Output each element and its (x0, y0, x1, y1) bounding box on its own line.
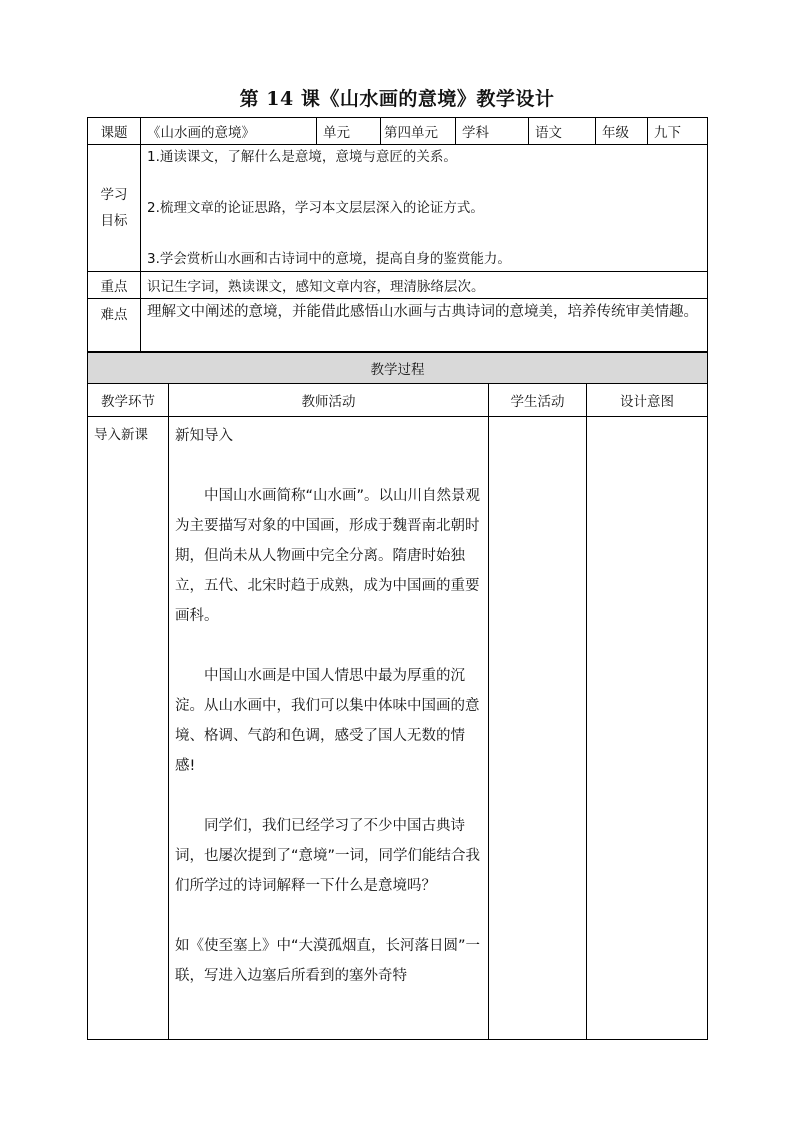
subject-label: 学科 (456, 118, 529, 145)
document-title: 第 14 课《山水画的意境》教学设计 (239, 88, 555, 110)
objectives-label (88, 145, 141, 272)
teacher-paragraph: 中国山水画简称“山水画”。以山川自然景观为主要描写对象的中国画，形成于魏晋南北朝时期，但尚未从人物画中完全分离。隋唐时始独立，五代、北宋时趋于成熟，成为中国画的重要画科。 (175, 488, 481, 624)
grade-value: 九下 (648, 118, 708, 145)
difficulty-row (88, 299, 708, 352)
subject-value: 语文 (529, 118, 596, 145)
col-header-intent: 设计意图 (587, 384, 708, 417)
process-header-row (88, 353, 708, 384)
key-point-text: 识记生字词，熟读课文，感知文章内容，理清脉络层次。 (141, 272, 708, 299)
course-value: 《山水画的意境》 (141, 118, 317, 145)
col-header-student: 学生活动 (489, 384, 587, 417)
objective-item: 3.学会赏析山水画和古诗词中的意境，提高自身的鉴赏能力。 (147, 250, 511, 267)
teaching-process-table (87, 352, 708, 1040)
objectives-label-line-1: 学习 (100, 187, 128, 203)
lesson-info-table (87, 117, 708, 352)
objectives-label-line-2: 目标 (100, 213, 128, 229)
teacher-paragraph: 同学们，我们已经学习了不少中国古典诗词，也屡次提到了“意境”一词，同学们能结合我们所学过的诗词解释一下什么是意境吗？ (175, 818, 481, 894)
stage-cell: 导入新课 (88, 417, 169, 1040)
teacher-activity-cell (169, 417, 489, 1040)
key-point-label: 重点 (88, 272, 141, 299)
objectives-list (141, 145, 708, 272)
difficulty-label: 难点 (88, 299, 141, 352)
teacher-paragraph: 中国山水画是中国人情思中最为厚重的沉淀。从山水画中，我们可以集中体味中国画的意境、格调、气韵和色调，感受了国人无数的情感! (175, 668, 480, 774)
difficulty-text: 理解文中阐述的意境，并能借此感悟山水画与古典诗词的意境美，培养传统审美情趣。 (141, 299, 708, 352)
course-row (88, 118, 708, 145)
process-body-row (88, 417, 708, 1040)
key-point-row (88, 272, 708, 299)
unit-label: 单元 (317, 118, 381, 145)
objective-item: 2.梳理文章的论证思路，学习本文层层深入的论证方式。 (147, 199, 484, 216)
col-header-stage: 教学环节 (88, 384, 169, 417)
grade-label: 年级 (596, 118, 648, 145)
teacher-heading: 新知导入 (175, 428, 233, 444)
objectives-row (88, 145, 708, 272)
col-header-teacher: 教师活动 (169, 384, 489, 417)
process-column-headers (88, 384, 708, 417)
unit-value: 第四单元 (381, 118, 456, 145)
teacher-paragraph: 如《使至塞上》中“大漠孤烟直，长河落日圆”一联，写进入边塞后所看到的塞外奇特 (175, 938, 481, 984)
student-activity-cell (489, 417, 587, 1040)
course-label: 课题 (88, 118, 141, 145)
process-header: 教学过程 (88, 353, 708, 384)
design-intent-cell (587, 417, 708, 1040)
objective-item: 1.通读课文，了解什么是意境，意境与意匠的关系。 (147, 148, 457, 165)
